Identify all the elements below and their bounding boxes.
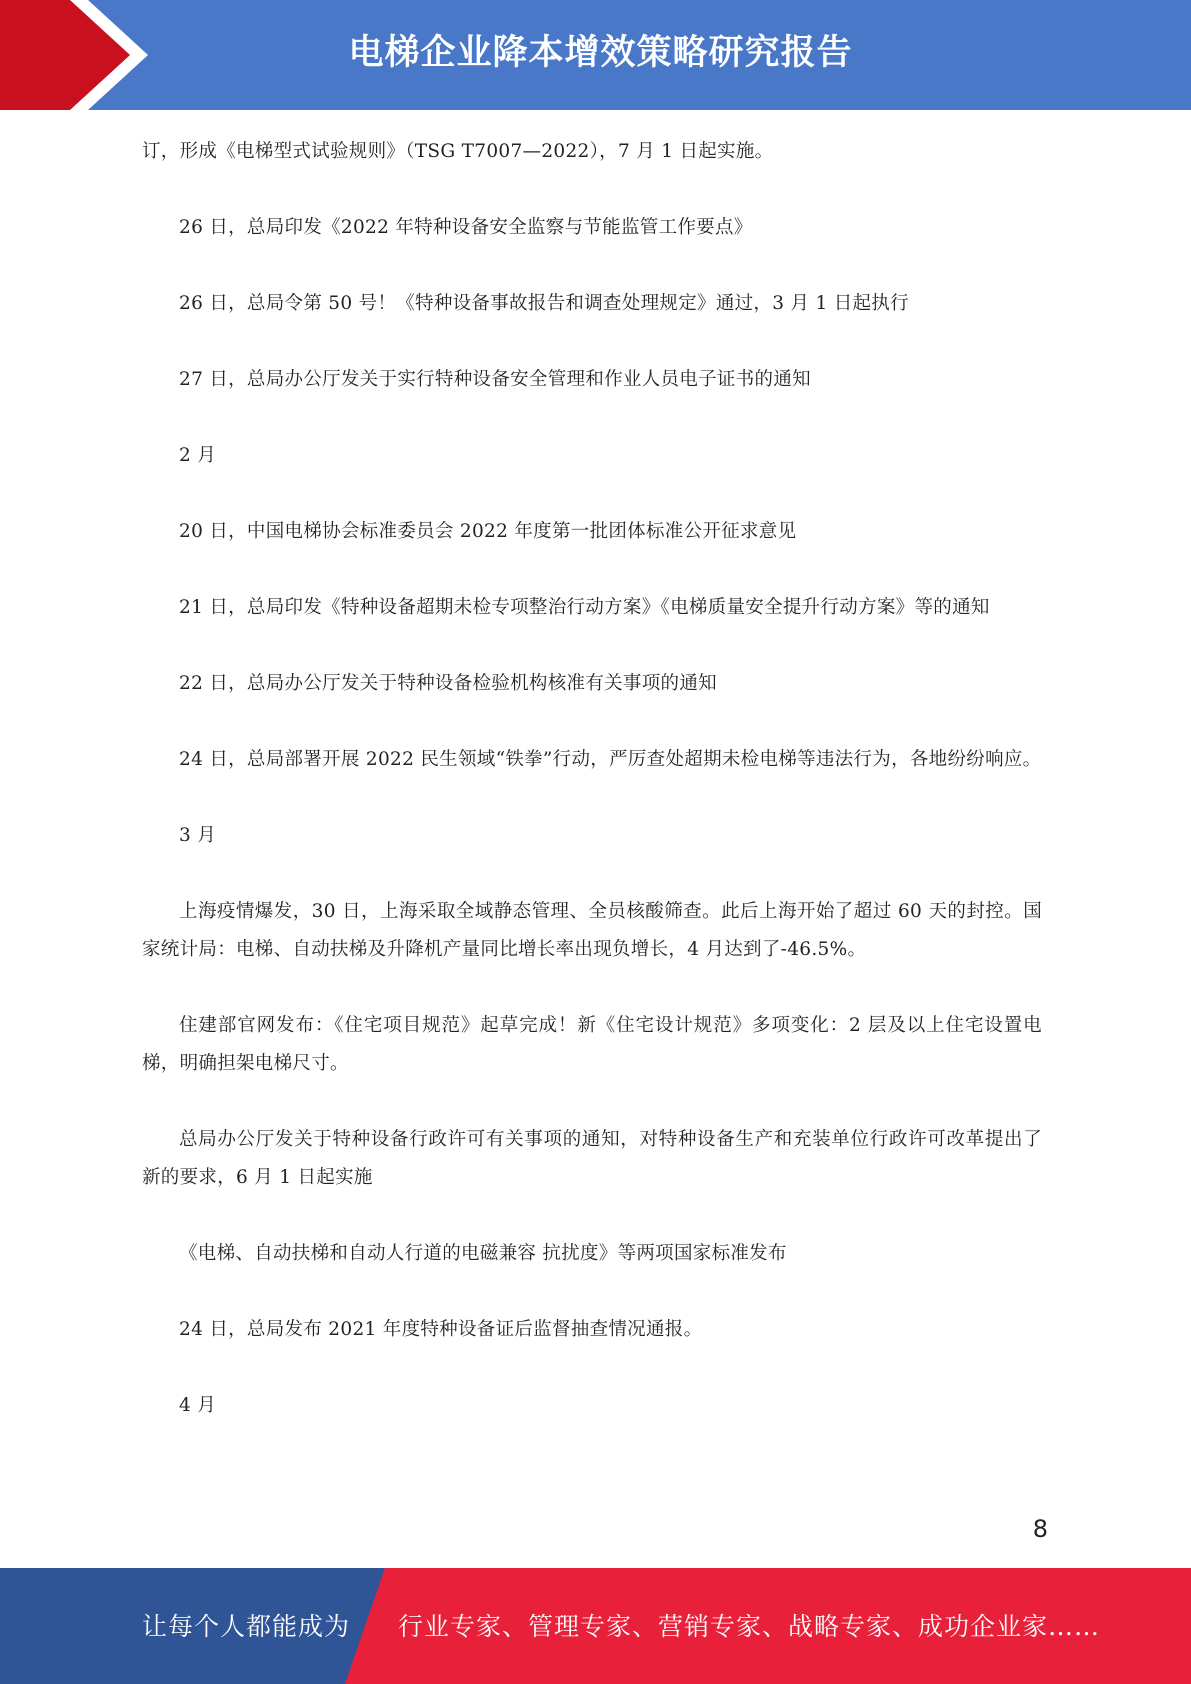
paragraph: 24 日，总局发布 2021 年度特种设备证后监督抽查情况通报。 [179, 1319, 703, 1340]
page-header [0, 0, 1191, 110]
paragraph: 24 日，总局部署开展 2022 民生领域“铁拳”行动，严厉查处超期未检电梯等违法行为，各地纷纷响应。 [179, 749, 1042, 770]
body-text [142, 133, 1042, 1463]
month-heading: 3 月 [179, 825, 217, 846]
paragraph: 住建部官网发布：《住宅项目规范》起草完成！新《住宅设计规范》多项变化：2 层及以上住宅设置电梯，明确担架电梯尺寸。 [142, 1015, 1042, 1074]
paragraph: 26 日，总局印发《2022 年特种设备安全监察与节能监管工作要点》 [179, 217, 753, 238]
paragraph: 订，形成《电梯型式试验规则》（TSG T7007—2022），7 月 1 日起实施。 [142, 141, 774, 162]
paragraph: 21 日，总局印发《特种设备超期未检专项整治行动方案》《电梯质量安全提升行动方案》等的通知 [179, 597, 990, 618]
month-heading: 4 月 [179, 1395, 217, 1416]
document-title: 电梯企业降本增效策略研究报告 [348, 33, 853, 73]
paragraph: 20 日，中国电梯协会标准委员会 2022 年度第一批团体标准公开征求意见 [179, 521, 797, 542]
paragraph: 27 日，总局办公厅发关于实行特种设备安全管理和作业人员电子证书的通知 [179, 369, 811, 390]
month-heading: 2 月 [179, 445, 217, 466]
page-footer [0, 1568, 1191, 1684]
paragraph: 26 日，总局令第 50 号！《特种设备事故报告和调查处理规定》通过，3 月 1 日起执行 [179, 293, 909, 314]
paragraph: 上海疫情爆发，30 日，上海采取全域静态管理、全员核酸筛查。此后上海开始了超过 60 天的封控。国家统计局：电梯、自动扶梯及升降机产量同比增长率出现负增长，4 月达到了-46.5%。 [142, 901, 1042, 960]
paragraph: 22 日，总局办公厅发关于特种设备检验机构核准有关事项的通知 [179, 673, 717, 694]
footer-slogan-right: 行业专家、管理专家、营销专家、战略专家、成功企业家…… [398, 1612, 1101, 1641]
footer-slogan-left: 让每个人都能成为 [142, 1612, 351, 1641]
paragraph: 总局办公厅发关于特种设备行政许可有关事项的通知，对特种设备生产和充装单位行政许可改革提出了新的要求，6 月 1 日起实施 [142, 1129, 1042, 1188]
paragraph: 《电梯、自动扶梯和自动人行道的电磁兼容 抗扰度》等两项国家标准发布 [179, 1243, 787, 1264]
page-number: 8 [1032, 1515, 1048, 1543]
